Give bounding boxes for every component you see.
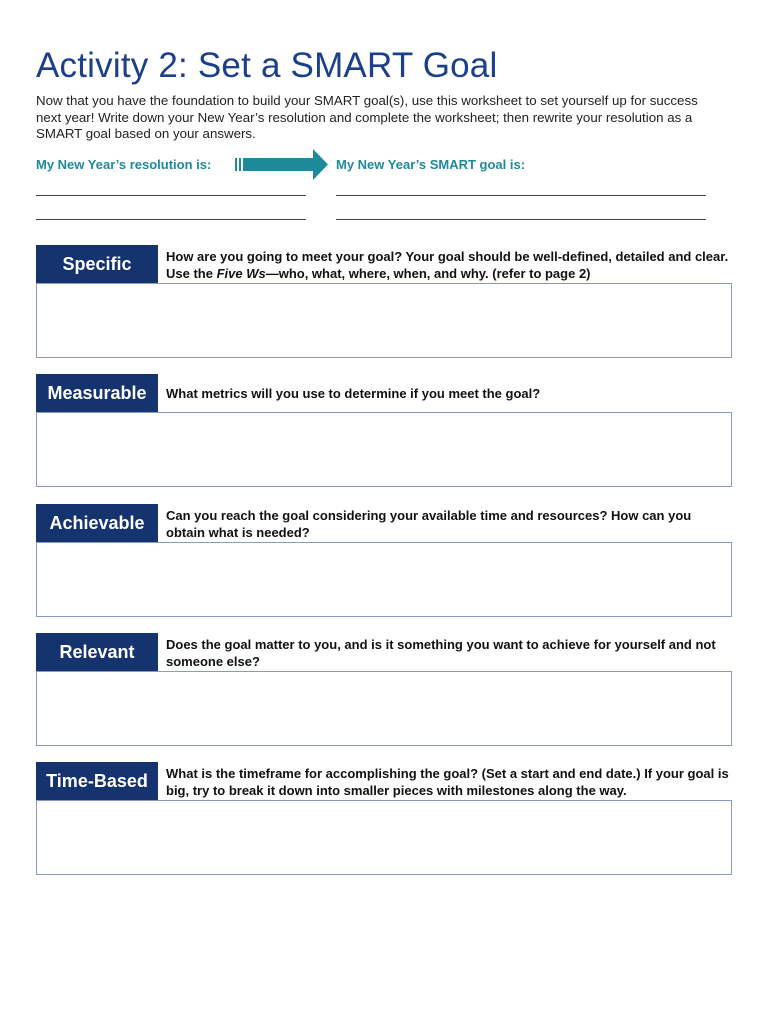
relevant-answer-box[interactable]	[36, 671, 732, 746]
specific-label: Specific	[36, 245, 158, 283]
measurable-label: Measurable	[36, 374, 158, 412]
time-based-question: What is the timeframe for accomplishing the goal? (Set a start and end date.) If your goal is big, try to break it down into smaller pieces with milestones along the way.	[166, 766, 729, 798]
measurable-answer-box[interactable]	[36, 412, 732, 487]
specific-answer-box[interactable]	[36, 283, 732, 358]
achievable-question: Can you reach the goal considering your available time and resources? How can you obtain what is needed?	[166, 508, 692, 540]
smart-goal-line-1[interactable]	[336, 195, 706, 196]
time-based-label: Time-Based	[36, 762, 158, 800]
specific-question	[166, 249, 732, 282]
five-ws-text: Five Ws	[216, 265, 266, 281]
intro-text: Now that you have the foundation to build your SMART goal(s), use this worksheet to set yourself up for success next year! Write down your New Year’s resolution and complete the worksheet; then rewrite your resolution as a SMART goal based on your answers.	[36, 93, 698, 141]
specific-question-text-end: —who, what, where, when, and why. (refer to page 2)	[265, 265, 591, 281]
relevant-label: Relevant	[36, 633, 158, 671]
achievable-label: Achievable	[36, 504, 158, 542]
page-title: Activity 2: Set a SMART Goal	[36, 46, 498, 85]
measurable-question: What metrics will you use to determine if you meet the goal?	[166, 386, 541, 401]
resolution-line-1[interactable]	[36, 195, 306, 196]
right-arrow-icon	[233, 148, 329, 182]
achievable-answer-box[interactable]	[36, 542, 732, 617]
resolution-line-2[interactable]	[36, 219, 306, 220]
smart-goal-line-2[interactable]	[336, 219, 706, 220]
specific-question-text: How are you going to meet your goal? Your goal should be well-defined, detailed and clear. Use the	[166, 249, 729, 281]
resolution-label: My New Year’s resolution is:	[36, 157, 212, 172]
relevant-question: Does the goal matter to you, and is it something you want to achieve for yourself and not someone else?	[166, 637, 716, 669]
time-based-answer-box[interactable]	[36, 800, 732, 875]
smart-goal-label: My New Year’s SMART goal is:	[336, 157, 526, 172]
